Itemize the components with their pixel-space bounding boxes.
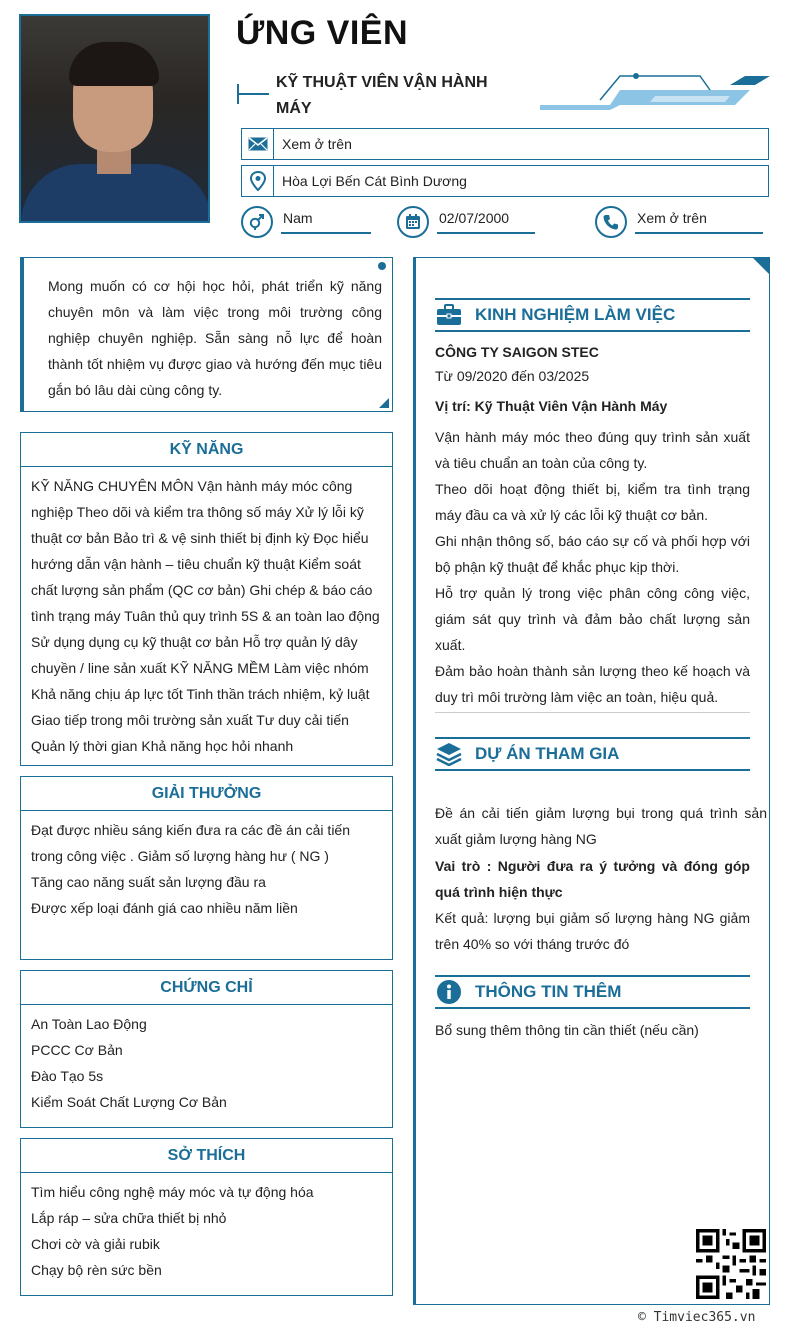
award-item: Tăng cao năng suất sản lượng đầu ra — [31, 874, 266, 890]
phone-row — [595, 205, 763, 239]
email-row — [241, 128, 769, 160]
skills-text: KỸ NĂNG CHUYÊN MÔN Vận hành máy móc công nghiệp Theo dõi và kiểm tra thông số máy Xử lý lỗi kỹ thuật cơ bản Bảo trì & vệ sinh thiết bị định kỳ Đọc hiểu hướng dẫn vận hành – tiêu chuẩn kỹ thuật Kiểm soát chất lượng sản phẩm (QC cơ bản) Ghi chép & báo cáo tình trạng máy Tuân thủ quy trình 5S & an toàn lao động Sử dụng dụng cụ kỹ thuật cơ bản Hỗ trợ quản lý dây chuyền / line sản xuất KỸ NĂNG MỀM Làm việc nhóm Khả năng chịu áp lực tốt Tinh thần trách nhiệm, kỷ luật Giao tiếp trong môi trường sản xuất Tư duy cải tiến Quản lý thời gian Khả năng học hỏi nhanh — [31, 478, 380, 754]
info-icon — [435, 978, 463, 1006]
project-result: Kết quả: lượng bụi giảm số lượng hàng NG giảm trên 40% so với tháng trước đó — [435, 910, 750, 952]
award-item: Được xếp loại đánh giá cao nhiều năm liền — [31, 900, 298, 916]
hobby-item: Lắp ráp – sửa chữa thiết bị nhỏ — [31, 1210, 227, 1226]
certificates-section — [20, 970, 393, 1128]
objective-corner-dot — [378, 262, 386, 270]
awards-title: GIẢI THƯỞNG — [21, 777, 392, 811]
address-row — [241, 165, 769, 197]
objective-corner-triangle — [379, 398, 389, 408]
qr-code — [696, 1229, 766, 1299]
objective-text: Mong muốn có cơ hội học hỏi, phát triển kỹ năng chuyên môn và làm việc trong môi trường công nghiệp chuyên nghiệp. Sẵn sàng nỗ lực để hoàn thành tốt nhiệm vụ được giao và hướng đến mục tiêu gắn bó lâu dài cùng công ty. — [48, 278, 382, 398]
skills-title: KỸ NĂNG — [21, 433, 392, 467]
projects-title: DỰ ÁN THAM GIA — [475, 744, 620, 763]
birthday-row — [397, 205, 535, 239]
project-role: Vai trò : Người đưa ra ý tưởng và đóng góp quá trình hiện thực — [435, 858, 750, 900]
location-icon — [242, 166, 274, 196]
hobby-item: Tìm hiểu công nghệ máy móc và tự động hóa — [31, 1184, 314, 1200]
gender-icon — [241, 206, 273, 238]
gender-row — [241, 205, 371, 239]
project-name: Đề án cải tiến giảm lượng bụi trong quá trình sản xuất giảm lượng hàng NG — [435, 805, 767, 847]
hobby-item: Chạy bộ rèn sức bền — [31, 1262, 162, 1278]
avatar — [19, 14, 210, 223]
gender-value: Nam — [281, 210, 371, 234]
awards-section — [20, 776, 393, 960]
position-connector-h — [237, 93, 269, 95]
layers-icon — [435, 740, 463, 768]
calendar-icon — [397, 206, 429, 238]
phone-value: Xem ở trên — [635, 210, 763, 234]
position-title: KỸ THUẬT VIÊN VẬN HÀNH MÁY — [276, 74, 488, 117]
panel-corner-triangle — [752, 257, 770, 275]
skills-section — [20, 432, 393, 766]
duty-item: Theo dõi hoạt động thiết bị, kiểm tra tình trạng máy đầu ca và xử lý các lỗi kỹ thuật cơ bản. — [435, 481, 750, 523]
email-value: Xem ở trên — [282, 136, 352, 152]
duty-item: Đảm bảo hoàn thành sản lượng theo kế hoạch và duy trì môi trường làm việc an toàn, hiệu quả. — [435, 663, 750, 705]
avatar-hair — [69, 42, 159, 86]
candidate-name: ỨNG VIÊN — [236, 14, 409, 52]
more-info-title: THÔNG TIN THÊM — [475, 982, 622, 1001]
company-name: CÔNG TY SAIGON STEC — [435, 344, 599, 360]
hobby-item: Chơi cờ và giải rubik — [31, 1236, 160, 1252]
duty-item: Ghi nhận thông số, báo cáo sự cố và phối hợp với bộ phận kỹ thuật để khắc phục kịp thời. — [435, 533, 750, 575]
certificate-item: PCCC Cơ Bản — [31, 1042, 123, 1058]
experience-header — [435, 298, 750, 332]
hobbies-title: SỞ THÍCH — [21, 1139, 392, 1173]
career-objective — [20, 257, 393, 412]
certificates-title: CHỨNG CHỈ — [21, 971, 392, 1005]
birthday-value: 02/07/2000 — [437, 210, 535, 234]
experience-title: KINH NGHIỆM LÀM VIỆC — [475, 305, 676, 324]
certificate-item: Đào Tạo 5s — [31, 1068, 104, 1084]
briefcase-icon — [435, 301, 463, 329]
award-item: Đạt được nhiều sáng kiến đưa ra các đề án cải tiến trong công việc . Giảm số lượng hàng hư ( NG ) — [31, 822, 350, 864]
mail-icon — [242, 129, 274, 159]
footer-brand: © Timviec365.vn — [638, 1310, 756, 1325]
more-info-header — [435, 975, 750, 1009]
phone-icon — [595, 206, 627, 238]
circuit-decoration — [540, 70, 770, 115]
address-value: Hòa Lợi Bến Cát Bình Dương — [282, 173, 467, 189]
job-duties — [435, 424, 750, 713]
duty-item: Hỗ trợ quản lý trong việc phân công công việc, giám sát quy trình và đảm bảo chất lượng sản xuất. — [435, 585, 750, 653]
work-period: Từ 09/2020 đến 03/2025 — [435, 368, 590, 384]
duty-item: Vận hành máy móc theo đúng quy trình sản xuất và tiêu chuẩn an toàn của công ty. — [435, 429, 750, 471]
certificate-item: Kiểm Soát Chất Lượng Cơ Bản — [31, 1094, 227, 1110]
job-role: Vị trí: Kỹ Thuật Viên Vận Hành Máy — [435, 398, 668, 414]
projects-header — [435, 737, 750, 771]
certificate-item: An Toàn Lao Động — [31, 1016, 147, 1032]
more-info-text: Bổ sung thêm thông tin cần thiết (nếu cần) — [435, 1022, 699, 1038]
hobbies-section — [20, 1138, 393, 1296]
